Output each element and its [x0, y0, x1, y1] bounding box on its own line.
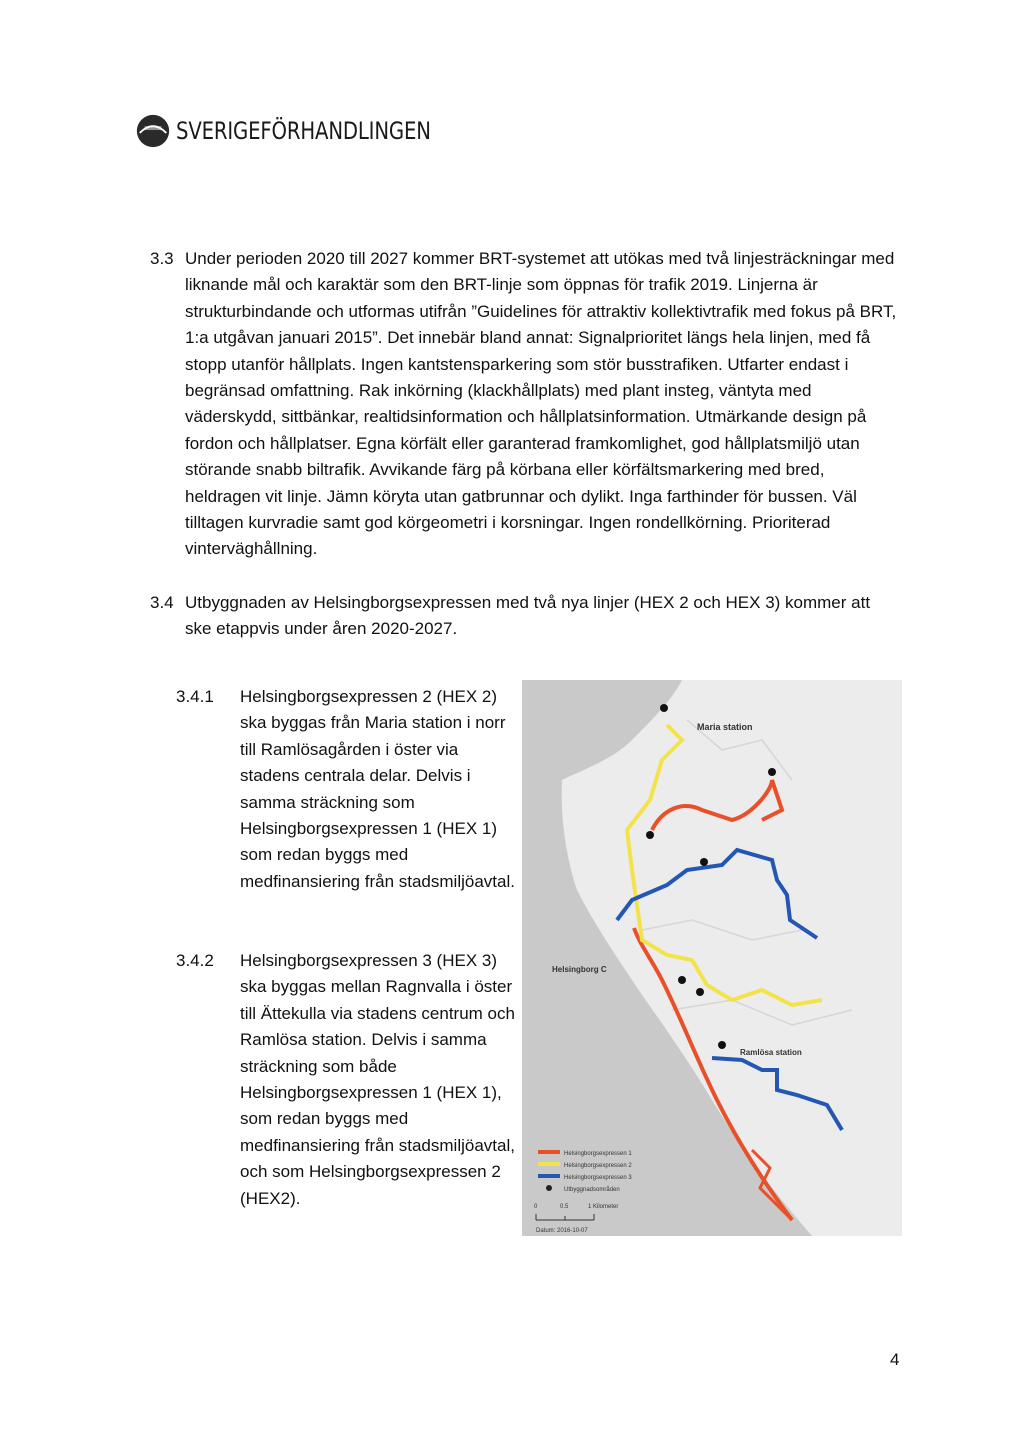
stop-marker	[646, 831, 654, 839]
route-map	[522, 680, 902, 1236]
scale-label: 1 Kilometer	[588, 1204, 619, 1210]
section-number: 3.4.2	[176, 951, 214, 970]
sverigeforhandlingen-logo	[134, 112, 487, 150]
legend-swatch-hex3	[538, 1174, 560, 1178]
legend-swatch-utbyggnad	[546, 1185, 552, 1191]
map-label-ramlosa-station: Ramlösa station	[740, 1048, 802, 1057]
scale-label: 0	[534, 1204, 538, 1210]
legend-label-utbyggnad: Utbyggnadsområden	[564, 1187, 620, 1193]
legend-label-hex1: Helsingborgsexpressen 1	[564, 1151, 632, 1157]
section-text: Helsingborgsexpressen 3 (HEX 3) ska byggas mellan Ragnvalla i öster till Ättekulla via stadens centrum och Ramlösa station. Delvis i samma sträckning som både Helsingborgsexpressen 1 (HEX 1), som redan byggs med medfinansiering från stadsmiljöavtal, och som Helsingborgsexpressen 2 (HEX2).	[240, 951, 515, 1208]
section-text: Helsingborgsexpressen 2 (HEX 2) ska byggas från Maria station i norr till Ramlösagården i öster via stadens centrala delar. Delvis i samma sträckning som Helsingborgsexpressen 1 (HEX 1) som redan byggs med medfinansiering från stadsmiljöavtal.	[240, 687, 515, 891]
legend-label-hex3: Helsingborgsexpressen 3	[564, 1175, 632, 1181]
section-3-4-1	[176, 684, 516, 895]
scale-label: 0.5	[560, 1204, 569, 1210]
logo-mark-icon	[134, 112, 172, 150]
stop-marker	[696, 988, 704, 996]
section-number: 3.4	[150, 593, 174, 612]
stop-marker	[768, 768, 776, 776]
page-number: 4	[890, 1350, 900, 1369]
stop-marker	[660, 704, 668, 712]
map-date: Datum: 2016-10-07	[536, 1228, 588, 1234]
stop-marker	[718, 1041, 726, 1049]
legend-swatch-hex1	[538, 1150, 560, 1154]
legend-swatch-hex2	[538, 1162, 560, 1166]
section-3-4-2	[176, 948, 516, 1212]
section-number: 3.4.1	[176, 687, 214, 706]
map-label-maria-station: Maria station	[697, 722, 753, 732]
map-label-helsingborg-c: Helsingborg C	[552, 965, 607, 974]
section-text: Under perioden 2020 till 2027 kommer BRT-systemet att utökas med två linjesträckningar med liknande mål och karaktär som den BRT-linje som öppnas för trafik 2019. Linjerna är strukturbindande och utformas utifrån ”Guidelines för attraktiv kollektivtrafik med fokus på BRT, 1:a utgåvan januari 2015”. Det innebär bland annat: Signalprioritet längs hela linjen, med få stopp utanför hållplats. Ingen kantstensparkering som stör busstrafiken. Utfarter endast i begränsad omfattning. Rak inkörning (klackhållplats) med plant insteg, väntyta med väderskydd, sittbänkar, realtidsinformation och hållplatsinformation. Utmärkande design på fordon och hållplatser. Egna körfält eller garanterad framkomlighet, god hållplatsmiljö utan störande snabb biltrafik. Avvikande färg på körbana eller körfältsmarkering med bred, heldragen vit linje. Jämn köryta utan gatbrunnar och dylikt. Inga farthinder för bussen. Väl tilltagen kurvradie samt god körgeometri i korsningar. Ingen rondellkörning. Prioriterad vinterväghållning.	[185, 249, 897, 559]
legend-label-hex2: Helsingborgsexpressen 2	[564, 1163, 632, 1169]
stop-marker	[678, 976, 686, 984]
section-number: 3.3	[150, 249, 174, 268]
section-3-4	[150, 590, 900, 643]
logo-text: SVERIGEFÖRHANDLINGEN	[176, 117, 431, 145]
stop-marker	[700, 858, 708, 866]
section-text: Utbyggnaden av Helsingborgsexpressen med två nya linjer (HEX 2 och HEX 3) kommer att ske etappvis under åren 2020-2027.	[185, 593, 871, 639]
section-3-3	[150, 246, 900, 563]
